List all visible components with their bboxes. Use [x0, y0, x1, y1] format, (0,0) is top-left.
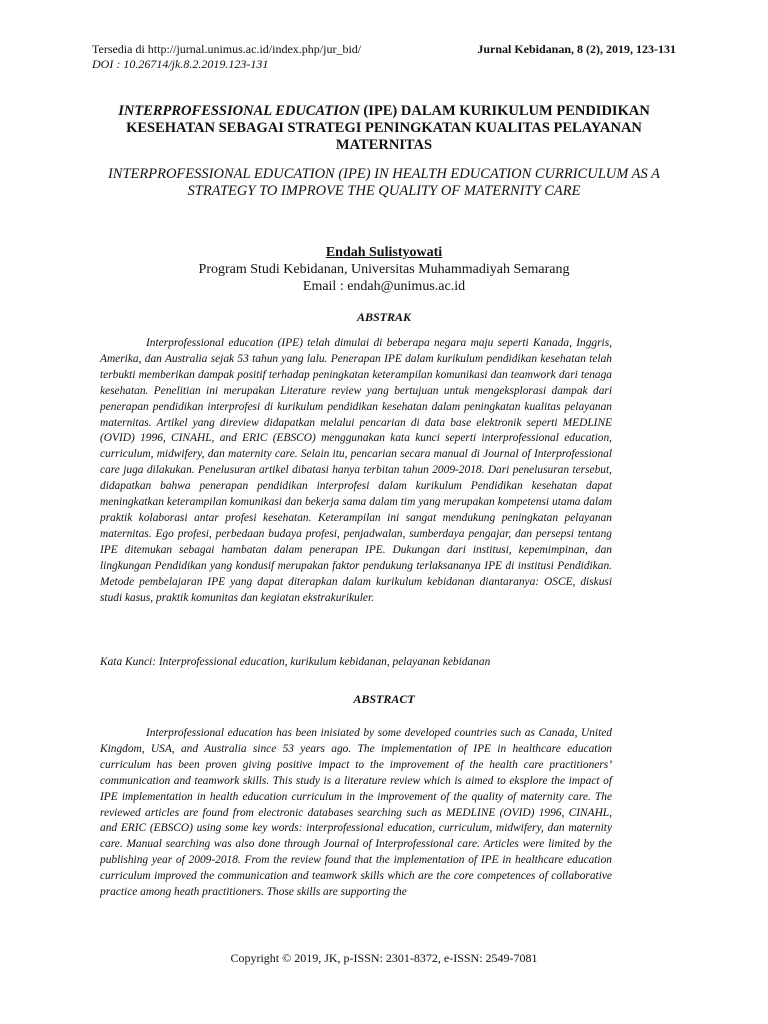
author-name: Endah Sulistyowati: [325, 245, 443, 260]
doi-text: DOI : 10.26714/jk.8.2.2019.123-131: [92, 57, 269, 71]
author-email[interactable]: Email : endah@unimus.ac.id: [302, 279, 466, 294]
title-rest: (IPE) DALAM KURIKULUM PENDIDIKAN KESEHATAN SEBAGAI STRATEGI PENINGKATAN KUALITAS PELAYANAN MATERNITAS: [126, 103, 650, 153]
abstract-body: Interprofessional education has been inisiated by some developed countries such as Canada, United Kingdom, USA, and Australia since 53 years ago. The implementation of IPE in healthcare education curriculum has been proven giving positive impact to the improvement of the health care practitioners’ communication and teamwork skills. This study is a literature review which is aimed to eksplore the impact of IPE implementation in health education curriculum in the improvement of the quality of maternity care. The reviewed articles are found from electronic databases searching such as MEDLINE (OVID) 1996, CINAHL, and ERIC (EBSCO) using some key words: interprofessional education, curriculum, midwifery, dan maternity care. Manual searching was also done through Journal of Interprofessional care. Articles were limited by the publishing year of 2009-2018. From the review found that the implementation of IPE in healthcare education curriculum improved the communication and teamwork skills which are the core competences of collaborative practice among heath practitioners. Those skills are supporting the: [100, 727, 612, 899]
author-block: [100, 244, 668, 295]
availability-url[interactable]: Tersedia di http://jurnal.unimus.ac.id/index.php/jur_bid/: [92, 42, 362, 56]
title-indonesian: [100, 103, 668, 154]
keywords: Kata Kunci: Interprofessional education, kurikulum kebidanan, pelayanan kebidanan: [100, 656, 491, 668]
abstrak-body: Interprofessional education (IPE) telah dimulai di beberapa negara maju seperti Kanada, Inggris, Amerika, dan Australia sejak 53 tahun yang lalu. Penerapan IPE dalam kurikulum pendidikan kesehatan telah terbukti memberikan dampak positif terhadap peningkatan keterampilan komunikasi dan teamwork dari tenaga kesehatan. Penelitian ini merupakan Literature review yang bertujuan untuk mengeksplorasi dampak dari penerapan pendidikan interprofesi di kurikulum pendidikan kesehatan dalam peningkatan kualitas pelayanan maternitas. Artikel yang direview didapatkan melalui pencarian di data base elektronik seperti MEDLINE (OVID) 1996, CINAHL, and ERIC (EBSCO) menggunakan kata kunci seperti interprofessional education, curriculum, midwifery, dan maternity care. Selain itu, pencarian secara manual di Journal of Interprofessional care juga dilakukan. Penelusuran artikel dibatasi hanya terbitan tahun 2009-2018. Dari penelusuran tersebut, didapatkan bahwa penerapan pendidikan interprofesi dalam kurikulum Pendidikan kesehatan dapat meningkatkan keterampilan komunikasi dan bekerja sama dalam tim yang merupakan kompetensi utama dalam praktik kolaborasi antar profesi kesehatan. Keterampilan ini sangat mendukung peningkatan pelayanan maternitas. Ego profesi, perbedaan budaya profesi, penjadwalan, sumberdaya pengajar, dan persepsi tentang IPE ditemukan sebagai hambatan dalam penerapan IPE. Dukungan dari institusi, kepemimpinan, dan lingkungan Pendidikan yang kondusif merupakan faktor pendukung terlaksananya IPE di institusi Pendidikan. Metode pembelajaran IPE yang dapat diterapkan dalam kurikulum kebidanan diantaranya: OSCE, diskusi studi kasus, praktik komunitas dan kegiatan ekstrakurikuler.: [100, 337, 612, 604]
title-english: INTERPROFESSIONAL EDUCATION (IPE) IN HEALTH EDUCATION CURRICULUM AS A STRATEGY TO IMPROVE THE QUALITY OF MATERNITY CARE: [107, 166, 661, 199]
abstract-heading: ABSTRACT: [353, 692, 415, 706]
copyright-footer: Copyright © 2019, JK, p-ISSN: 2301-8372, e-ISSN: 2549-7081: [230, 951, 538, 965]
journal-citation: Jurnal Kebidanan, 8 (2), 2019, 123-131: [477, 42, 676, 56]
running-header-left: [92, 42, 361, 72]
title-italic-part: INTERPROFESSIONAL EDUCATION: [118, 103, 360, 119]
author-affiliation: Program Studi Kebidanan, Universitas Muhammadiyah Semarang: [198, 262, 570, 277]
abstrak-heading: ABSTRAK: [356, 310, 412, 324]
